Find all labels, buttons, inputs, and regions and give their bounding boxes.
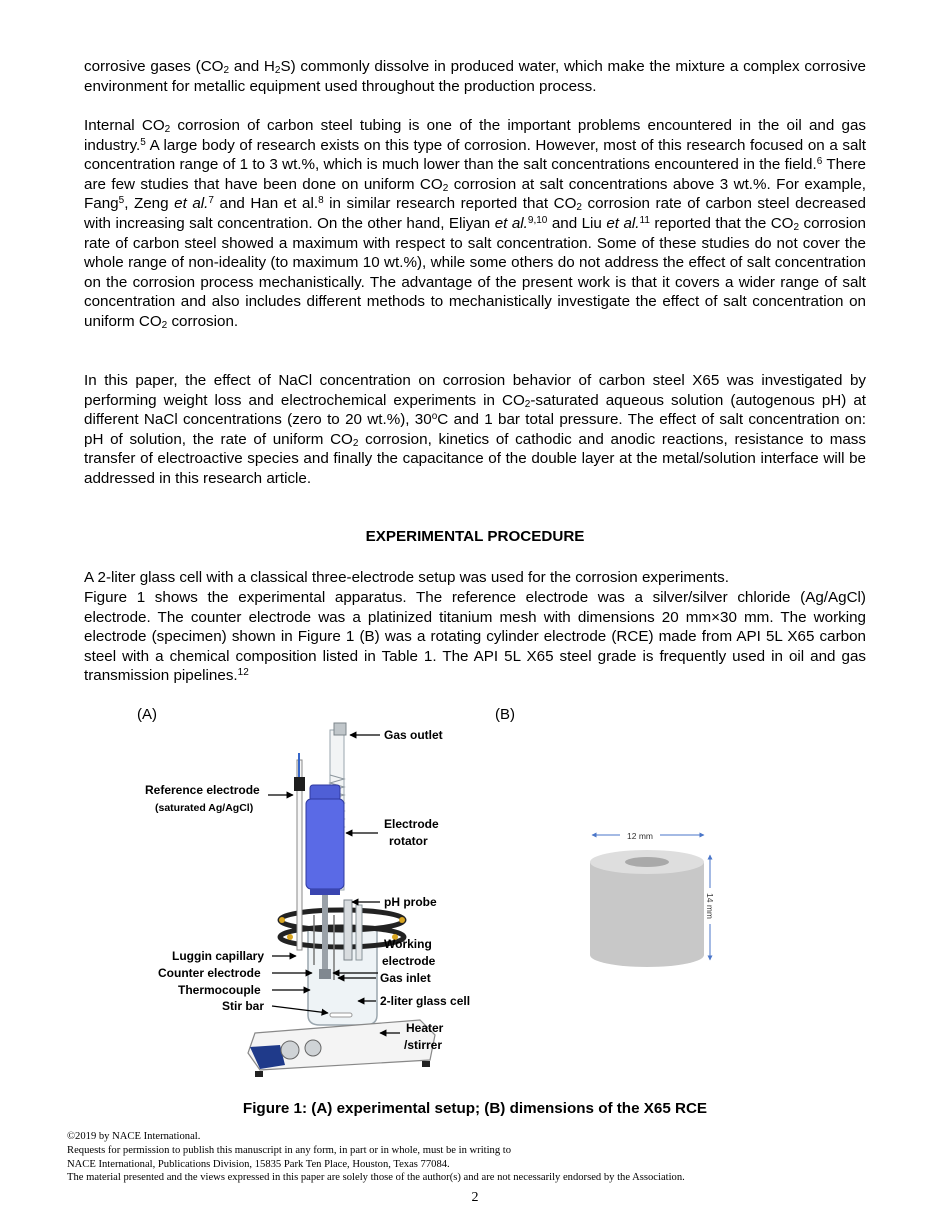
dimension-width-label: 12 mm	[627, 831, 653, 841]
figure-experimental-setup	[130, 715, 490, 1085]
paragraph-objective: In this paper, the effect of NaCl concentration on corrosion behavior of carbon steel X65 was investigated by performing weight loss and electrochemical experiments in $CO_2$-saturated aqueous solution (autogenous pH) at different NaCl concentrations (zero to 20 wt.%), 30$^o$C and 1 bar total pressure. The effect of salt concentration on: pH of solution, the rate of uniform $CO_2$ corrosion, kinetics of cathodic and anodic reactions, resistance to mass transfer of electroactive species and finally the capacitance of the double layer at the metal/solution interface will be addressed in this research article.	[84, 372, 866, 487]
label-working-electrode-line1: Working	[384, 937, 432, 951]
footer-line: The material presented and the views expressed in this paper are solely those of the author(s) and are not necessarily endorsed by the Association.	[67, 1172, 685, 1184]
copyright-footer	[67, 1130, 907, 1185]
label-thermocouple: Thermocouple	[178, 983, 261, 997]
page-number: 2	[471, 1190, 479, 1205]
figure-caption: Figure 1: (A) experimental setup; (B) dimensions of the X65 RCE	[242, 1100, 708, 1117]
label-ph-probe: pH probe	[384, 895, 437, 909]
paragraph-apparatus: Figure 1 shows the experimental apparatus. The reference electrode was a silver/silver chloride (Ag/AgCl) electrode. The counter electrode was a platinized titanium mesh with dimensions 20 mm×30 mm. The working electrode (specimen) shown in Figure 1 (B) was a rotating cylinder electrode (RCE) made from API 5L X65 carbon steel with a chemical composition listed in Table 1. The API 5L X65 steel grade is frequently used in oil and gas transmission pipelines.$^{12}$	[84, 589, 866, 685]
rce-cylinder-body	[590, 862, 704, 967]
rce-cylinder-bore	[625, 857, 669, 867]
label-counter-electrode: Counter electrode	[158, 966, 261, 980]
label-reference-electrode-line1: Reference electrode	[145, 783, 260, 797]
working-electrode	[319, 969, 331, 979]
figure-rce-dimensions	[580, 820, 730, 980]
label-gas-outlet: Gas outlet	[384, 728, 443, 742]
label-gas-inlet: Gas inlet	[380, 971, 431, 985]
label-stir-bar: Stir bar	[222, 999, 265, 1013]
label-electrode-rotator-line1: Electrode	[384, 817, 439, 831]
label-working-electrode-line2: electrode	[382, 954, 436, 968]
section-heading: EXPERIMENTAL PROCEDURE	[365, 528, 585, 545]
electrode-rotator	[306, 799, 344, 889]
paragraph-literature-review: Internal $CO_2$ corrosion of carbon steel tubing is one of the important problems encountered in the oil and gas industry.$^5$ A large body of research exists on this type of corrosion. However, most of this research focused on a salt concentration range of 1 to 3 wt.%, which is much lower than the salt concentrations encountered in the field.$^6$ There are few studies that have been done on uniform $CO_2$ corrosion at salt concentrations above 3 wt.%. For example, Fang$^5$, Zeng et al.$^7$ and Han et al.$^8$ in similar research reported that $CO_2$ corrosion rate of carbon steel decreased with increasing salt concentration. On the other hand, Eliyan et al.$^{9,10}$ and Liu et al.$^{11}$ reported that the $CO_2$ corrosion rate of carbon steel showed a maximum with respect to salt concentration. Some of these studies do not cover the whole range of non-ideality (to maximum 10 wt.%), while some others do not address the effect of salt concentration on the corrosion process mechanistically. The advantage of the present work is that it covers a wider range of salt concentration and also includes different methods to mechanistically investigate the effect of salt concentration on uniform $CO_2$ corrosion.	[84, 117, 867, 331]
footer-line: ©2019 by NACE International.	[67, 1131, 201, 1142]
label-reference-electrode-line2: (saturated Ag/AgCl)	[155, 802, 254, 814]
label-heater-line1: Heater	[406, 1021, 444, 1035]
figure-label-a: (A)	[137, 706, 157, 723]
stir-bar	[330, 1013, 352, 1017]
footer-line: NACE International, Publications Division, 15835 Park Ten Place, Houston, Texas 77084.	[67, 1158, 450, 1170]
figure-label-b: (B)	[495, 706, 515, 723]
label-glass-cell: 2-liter glass cell	[380, 994, 471, 1008]
ph-probe	[344, 900, 352, 960]
footer-line: Requests for permission to publish this manuscript in any form, in part or in whole, must be in writing to	[67, 1144, 512, 1156]
label-electrode-rotator-line2: rotator	[389, 834, 428, 848]
dimension-height-label: 14 mm	[705, 893, 715, 919]
label-luggin-capillary: Luggin capillary	[172, 949, 265, 963]
paragraph-glass-cell: A 2-liter glass cell with a classical three-electrode setup was used for the corrosion experiments.	[84, 569, 729, 586]
paragraph-intro-continued: corrosive gases ($CO_2$ and $H_2S$) commonly dissolve in produced water, which make the mixture a complex corrosive environment for metallic equipment used throughout the production process.	[84, 58, 867, 95]
label-heater-line2: /stirrer	[404, 1038, 443, 1052]
